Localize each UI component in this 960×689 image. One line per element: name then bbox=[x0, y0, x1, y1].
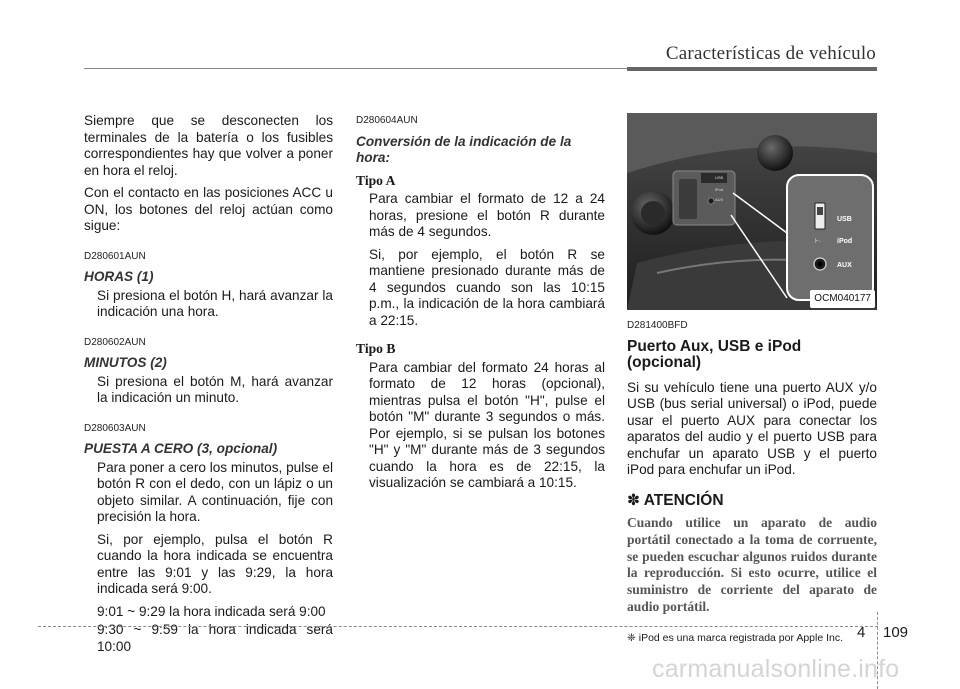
section-text-horas: Si presiona el botón H, hará avanzar la indicación una hora. bbox=[97, 287, 333, 319]
section-text-aux: Si su vehículo tiene una puerto AUX y/o USB (bus serial universal) o iPod, puede usar el puerto AUX para conectar los aparatos del audio y el puerto USB para enchufar un aparato USB y el puerto iPod para enchufar un iPod. bbox=[627, 379, 877, 477]
section-title-reset: PUESTA A CERO (3, opcional) bbox=[84, 441, 278, 456]
tipo-b-text: Para cambiar del formato 24 horas al formato de 12 horas (opcional), mientras pulsa el botón "H", pulse el botón "M" durante 3 segundos o más. Por ejemplo, si se pulsan los botones "H" y "M" durante más de 3 segundos cuando la hora es de 22:15, la visualización se cambiará a 10:15. bbox=[369, 359, 605, 490]
tipo-a-label: Tipo A bbox=[356, 172, 396, 188]
footer-divider bbox=[38, 626, 878, 627]
note-text: iPod es una marca registrada por Apple Inc. bbox=[638, 631, 844, 644]
section-title-minutos: MINUTOS (2) bbox=[84, 355, 167, 370]
svg-text:⊦·: ⊦· bbox=[815, 238, 821, 245]
photo-caption: OCM040177 bbox=[810, 290, 875, 309]
small-usb-label: USB bbox=[715, 175, 724, 180]
tipo-a-text-2: Si, por ejemplo, el botón R se mantiene presionado durante más de 4 segundos cuando son las 10:15 p.m., la indicación de la hora cambiará a 22:15. bbox=[369, 246, 605, 328]
section-code-minutos: D280602AUN bbox=[84, 336, 146, 348]
page-number: 109 bbox=[883, 624, 909, 641]
header-title: Características de vehículo bbox=[665, 43, 876, 64]
intro-paragraph-2: Con el contacto en las posiciones ACC u ON, los botones del reloj actúan como sigue: bbox=[84, 185, 333, 233]
column-1 bbox=[84, 113, 333, 661]
column-3 bbox=[627, 113, 877, 646]
section-code-aux: D281400BFD bbox=[627, 320, 688, 331]
chapter-number: 4 bbox=[857, 624, 866, 641]
warning-text: Cuando utilice un aparato de audio portátil conectado a la toma de corruente, se pueden escuchar algunos ruidos durante la reproducción. Si esto ocurre, utilice el suministro de corriente del aparato de audio portátil. bbox=[627, 515, 877, 614]
tipo-b-label: Tipo B bbox=[356, 341, 396, 356]
intro-paragraph-1: Siempre que se desconecten los terminales de la batería o los fusibles correspondientes hay que volver a poner en hora el reloj. bbox=[84, 113, 333, 178]
warning-asterisk-icon: ✽ bbox=[627, 491, 640, 509]
column-2 bbox=[356, 113, 605, 498]
section-code-horas: D280601AUN bbox=[84, 250, 146, 262]
section-code-reset: D280603AUN bbox=[84, 422, 146, 434]
section-text-minutos: Si presiona el botón M, hará avanzar la indicación un minuto. bbox=[97, 373, 333, 405]
usb-aux-photo bbox=[627, 113, 877, 310]
warning-heading bbox=[627, 493, 877, 510]
header-rule bbox=[627, 67, 877, 71]
note-symbol-icon: ❈ bbox=[627, 631, 636, 644]
section-code-conversion: D280604AUN bbox=[356, 115, 418, 126]
header-divider bbox=[84, 68, 627, 69]
trademark-note bbox=[627, 630, 877, 647]
callout-panel bbox=[787, 175, 873, 300]
right-knob-icon bbox=[757, 135, 793, 171]
section-text-reset-2: Si, por ejemplo, pulsa el botón R cuando la hora indicada se encuentra entre las 9:01 y las 9:29, la hora indicada será 9:00. bbox=[97, 531, 333, 596]
console-illustration bbox=[627, 113, 877, 310]
aux-label: AUX bbox=[837, 262, 852, 269]
section-title-conversion: Conversión de la indicación de la hora: bbox=[356, 133, 572, 165]
section-title-horas: HORAS (1) bbox=[84, 269, 154, 284]
watermark-text: carmanualsonline.info bbox=[652, 655, 900, 683]
warning-title: ATENCIÓN bbox=[643, 491, 724, 509]
usb-label: USB bbox=[837, 216, 852, 223]
ipod-label: iPod bbox=[837, 238, 853, 245]
section-text-reset-1: Para poner a cero los minutos, pulse el botón R con el dedo, con un lápiz o un objeto similar. A continuación, fije con precisión la hora. bbox=[97, 459, 333, 524]
tipo-a-text-1: Para cambiar el formato de 12 a 24 horas, presione el botón R durante más de 4 segundos. bbox=[369, 191, 605, 239]
reset-example-2: 9:30 ~ 9:59 la hora indicada será 10:00 bbox=[97, 622, 333, 654]
small-ipod-label: iPod bbox=[715, 187, 724, 192]
small-aux-label: AUX bbox=[715, 197, 724, 202]
reset-example-1: 9:01 ~ 9:29 la hora indicada será 9:00 bbox=[97, 603, 326, 619]
section-title-aux: Puerto Aux, USB e iPod (opcional) bbox=[627, 337, 802, 371]
usb-port-icon bbox=[815, 203, 825, 229]
